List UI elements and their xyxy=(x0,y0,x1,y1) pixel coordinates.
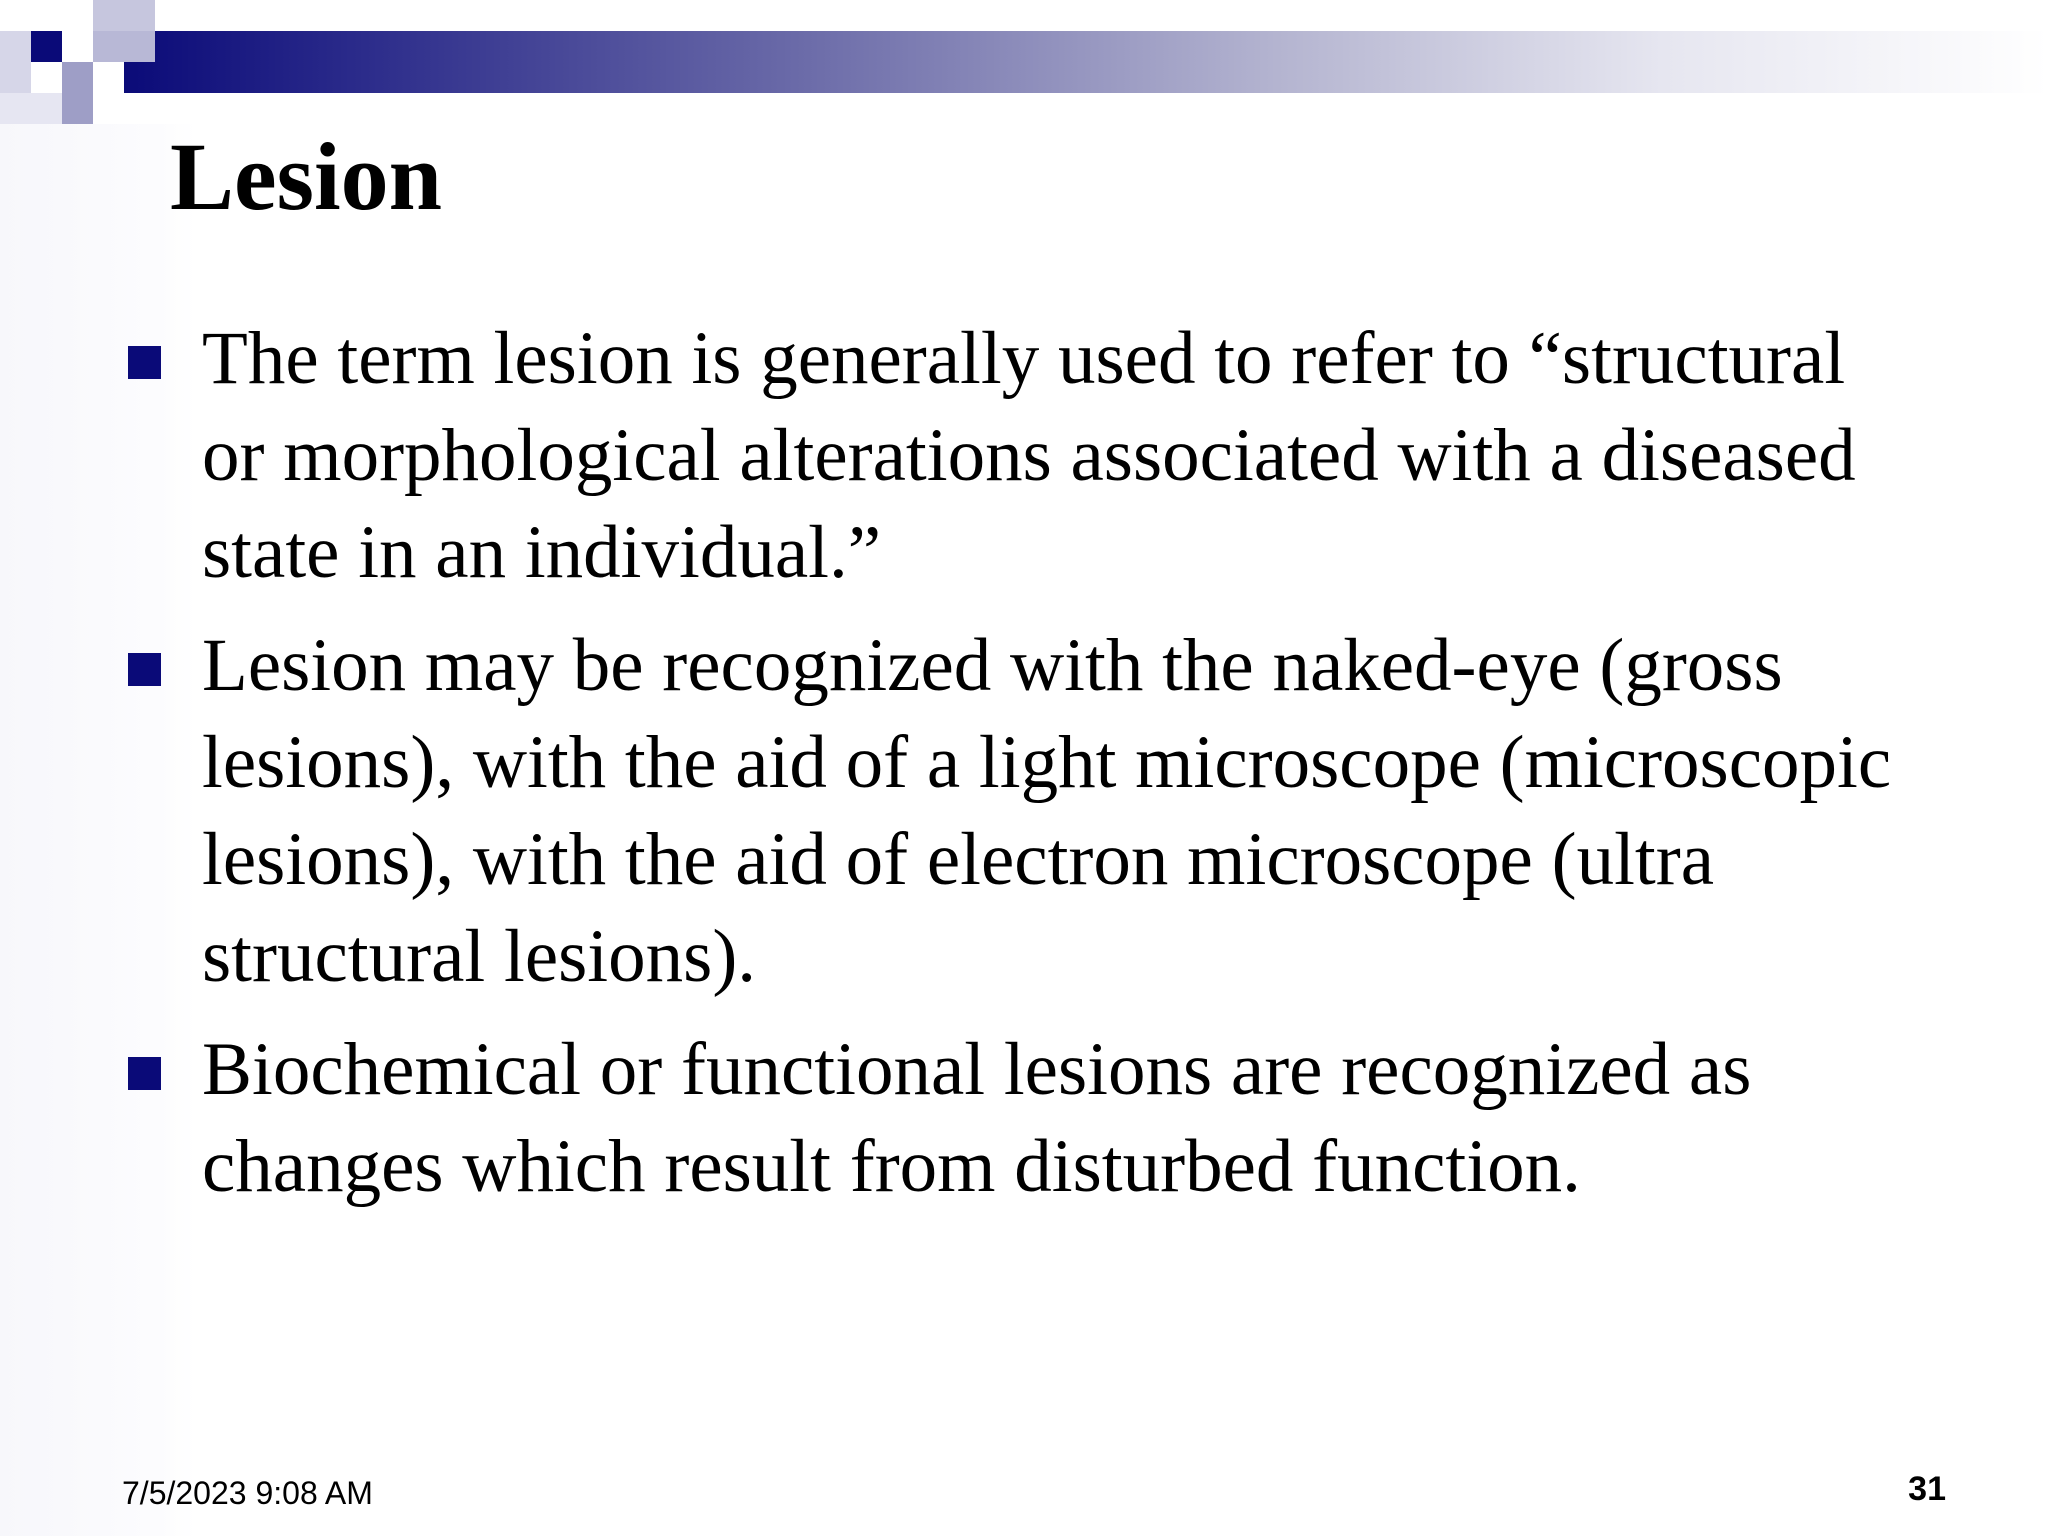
bullet-text: Biochemical or functional lesions are recognized as changes which result from disturbed function. xyxy=(202,1028,1752,1208)
footer-datetime: 7/5/2023 9:08 AM xyxy=(122,1475,373,1511)
square-bullet-icon xyxy=(128,653,161,686)
bullet-item xyxy=(120,617,1920,1005)
bullet-item xyxy=(120,310,1920,601)
corner-square-decoration xyxy=(62,62,93,124)
corner-square-decoration xyxy=(93,31,155,62)
header-gradient-bar xyxy=(120,31,2048,93)
corner-square-decoration xyxy=(93,62,124,93)
corner-square-decoration xyxy=(31,31,62,62)
slide-title: Lesion xyxy=(170,123,443,230)
page-number: 31 xyxy=(1908,1470,1946,1508)
bullet-item xyxy=(120,1021,1920,1215)
square-bullet-icon xyxy=(128,346,161,379)
corner-square-decoration xyxy=(0,93,62,124)
bullet-text: The term lesion is generally used to refer to “structural or morphological alterations associated with a diseased state in an individual.” xyxy=(202,317,1856,594)
bullet-list xyxy=(120,310,1920,1231)
bullet-text: Lesion may be recognized with the naked-eye (gross lesions), with the aid of a light microscope (microscopic lesions), with the aid of electron microscope (ultra structural lesions). xyxy=(202,624,1892,998)
corner-square-decoration xyxy=(93,0,155,31)
corner-square-decoration xyxy=(0,31,31,93)
square-bullet-icon xyxy=(128,1057,161,1090)
